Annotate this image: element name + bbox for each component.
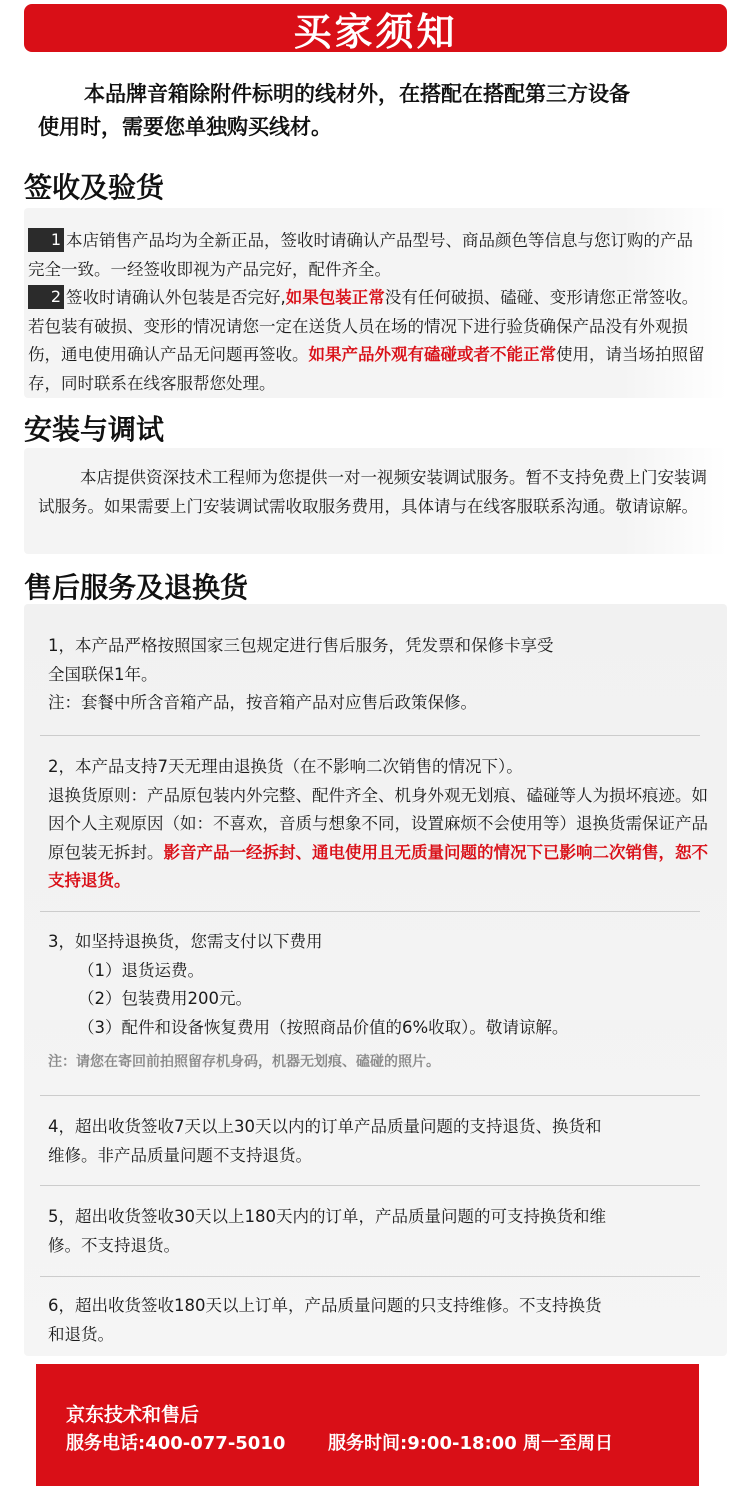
section-heading-sign: 签收及验货 — [24, 171, 165, 204]
divider — [40, 735, 700, 736]
service-phone: 服务电话:400-077-5010 — [66, 1433, 286, 1454]
after-sales-block-5 — [48, 1203, 708, 1260]
block-note: 注：请您在寄回前拍照留存机身码，机器无划痕、磕碰的照片。 — [48, 1054, 440, 1070]
service-hours: 服务时间:9:00-18:00 周一至周日 — [328, 1433, 614, 1454]
service-footer — [36, 1364, 699, 1486]
block-line: 修。不支持退货。 — [48, 1235, 180, 1255]
after-sales-block-6 — [48, 1292, 708, 1349]
section-heading-after-sales: 售后服务及退换货 — [24, 571, 249, 604]
fee-item: （1）退货运费。 — [78, 960, 204, 980]
notice-banner — [24, 4, 727, 52]
block-highlight: 影音产品一经拆封、通电使用且无质量问题的情况下已影响二次销售，恕不支持退货。 — [48, 842, 708, 890]
block-text: 退换货原则：产品原包装内外完整、配件齐全、机身外观无划痕、磕碰等人为损坏痕迹。如因个人主观原因（如：不喜欢，音质与想象不同，设置麻烦不会使用等）退换货需保证产品原包装无拆封。 — [48, 785, 708, 862]
sign-item-text: 没有任何破损、磕碰、变形请您正常签收。若包装有破损、变形的情况请您一定在送货人员在场的情况下进行验货确保产品没有外观损伤，通电使用确认产品无问题再签收。 — [28, 288, 699, 364]
footer-title: 京东技术和售后 — [66, 1404, 200, 1426]
install-paragraph — [38, 464, 710, 521]
sign-list — [28, 227, 708, 398]
after-sales-block-3 — [48, 928, 708, 1077]
sign-item-2 — [28, 284, 708, 398]
after-sales-block-4 — [48, 1113, 708, 1170]
block-note: 注：套餐中所含音箱产品，按音箱产品对应售后政策保修。 — [48, 693, 477, 712]
divider — [40, 1185, 700, 1186]
after-sales-block-1 — [48, 632, 708, 718]
after-sales-block-2 — [48, 753, 708, 896]
divider — [40, 911, 700, 912]
block-line: 1，本产品严格按照国家三包规定进行售后服务，凭发票和保修卡享受 — [48, 636, 554, 655]
block-line: 维修。非产品质量问题不支持退货。 — [48, 1145, 312, 1165]
block-line: 全国联保1年。 — [48, 664, 158, 684]
sign-item-text: 使用，请当场拍照留存，同时联系在线客服帮您处理。 — [28, 345, 705, 393]
section-heading-install: 安装与调试 — [24, 413, 165, 446]
block-line: 和退货。 — [48, 1324, 114, 1344]
intro-line-2: 使用时，需要您单独购买线材。 — [38, 115, 332, 139]
sign-item-number: 2 — [28, 285, 64, 309]
fee-item: （3）配件和设备恢复费用（按照商品价值的6%收取）。敬请谅解。 — [78, 1017, 569, 1037]
fee-item: （2）包装费用200元。 — [78, 989, 252, 1008]
block-line: 5，超出收货签收30天以上180天内的订单，产品质量问题的可支持换货和维 — [48, 1207, 606, 1226]
sign-item-1 — [28, 227, 708, 284]
block-line: 3，如坚持退换货，您需支付以下费用 — [48, 932, 323, 951]
sign-item-number: 1 — [28, 228, 64, 252]
install-text: 本店提供资深技术工程师为您提供一对一视频安装调试服务。暂不支持免费上门安装调试服务。如果需要上门安装调试需收取服务费用，具体请与在线客服联系沟通。敬请谅解。 — [38, 468, 707, 516]
block-line: 2，本产品支持7天无理由退换货（在不影响二次销售的情况下）。 — [48, 757, 523, 776]
block-line: 4，超出收货签收7天以上30天以内的订单产品质量问题的支持退货、换货和 — [48, 1117, 602, 1136]
intro-line-1: 本品牌音箱除附件标明的线材外，在搭配在搭配第三方设备 — [84, 82, 630, 106]
banner-title: 买家须知 — [293, 9, 458, 54]
sign-item-highlight: 如果包装正常 — [285, 288, 385, 307]
divider — [40, 1276, 700, 1277]
block-line: 6，超出收货签收180天以上订单，产品质量问题的只支持维修。不支持换货 — [48, 1296, 602, 1315]
sign-item-highlight: 如果产品外观有磕碰或者不能正常 — [308, 345, 556, 364]
sign-item-text: 本店销售产品均为全新正品，签收时请确认产品型号、商品颜色等信息与您订购的产品完全一致。一经签收即视为产品完好，配件齐全。 — [28, 231, 693, 279]
divider — [40, 1095, 700, 1096]
intro-paragraph — [38, 78, 718, 144]
sign-item-text: 签收时请确认外包装是否完好, — [66, 288, 286, 307]
